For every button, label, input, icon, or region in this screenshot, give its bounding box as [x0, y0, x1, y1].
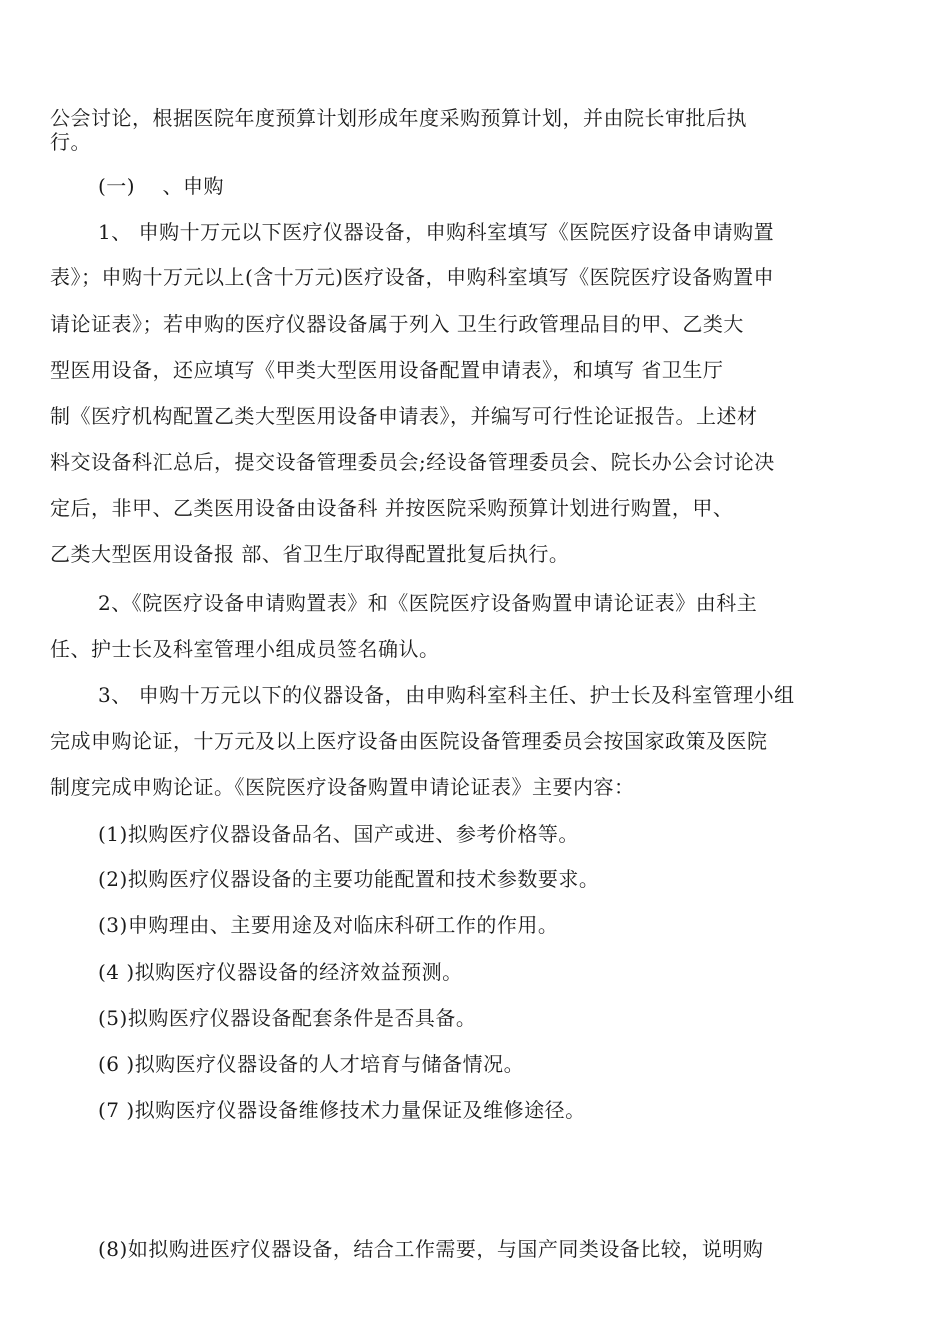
- list-item-8: (8)如拟购进医疗仪器设备，结合工作需要，与国产同类设备比较，说明购: [98, 1237, 764, 1261]
- text-line-2: 行。: [50, 130, 91, 154]
- text-line-14: 完成申购论证，十万元及以上医疗设备由医院设备管理委员会按国家政策及医院: [50, 729, 768, 753]
- text-line-7: 制《医疗机构配置乙类大型医用设备申请表》，并编写可行性论证报告。上述材: [50, 404, 758, 428]
- text-line-6: 型医用设备，还应填写《甲类大型医用设备配置申请表》，和填写 省卫生厅: [50, 358, 724, 382]
- list-item-2: (2)拟购医疗仪器设备的主要功能配置和技术参数要求。: [98, 867, 600, 891]
- text-line-13: 3、 申购十万元以下的仪器设备，由申购科室科主任、护士长及科室管理小组: [98, 683, 795, 707]
- section-heading-apply: (一) 、申购: [98, 174, 224, 198]
- list-item-6: (6 )拟购医疗仪器设备的人才培育与储备情况。: [98, 1052, 525, 1076]
- list-item-3: (3)申购理由、主要用途及对临床科研工作的作用。: [98, 913, 559, 937]
- list-item-4: (4 )拟购医疗仪器设备的经济效益预测。: [98, 960, 463, 984]
- text-line-15: 制度完成申购论证。《医院医疗设备购置申请论证表》主要内容：: [50, 775, 635, 799]
- text-line-8: 料交设备科汇总后，提交设备管理委员会;经设备管理委员会、院长办公会讨论决: [50, 450, 775, 474]
- text-line-9: 定后，非甲、乙类医用设备由设备科 并按医院采购预算计划进行购置，甲、: [50, 496, 734, 520]
- text-line-10: 乙类大型医用设备报 部、省卫生厅取得配置批复后执行。: [50, 542, 570, 566]
- list-item-1: (1)拟购医疗仪器设备品名、国产或进、参考价格等。: [98, 822, 579, 846]
- text-line-11: 2、《院医疗设备申请购置表》和《医院医疗设备购置申请论证表》由科主: [98, 591, 758, 615]
- text-line-3: 1、 申购十万元以下医疗仪器设备，申购科室填写《医院医疗设备申请购置: [98, 220, 775, 244]
- text-line-12: 任、护士长及科室管理小组成员签名确认。: [50, 637, 440, 661]
- text-line-4: 表》；申购十万元以上(含十万元)医疗设备，申购科室填写《医院医疗设备购置申: [50, 265, 775, 289]
- list-item-7: (7 )拟购医疗仪器设备维修技术力量保证及维修途径。: [98, 1098, 586, 1122]
- text-line-5: 请论证表》；若申购的医疗仪器设备属于列入 卫生行政管理品目的甲、乙类大: [50, 312, 744, 336]
- list-item-5: (5)拟购医疗仪器设备配套条件是否具备。: [98, 1006, 477, 1030]
- text-line-1: 公会讨论，根据医院年度预算计划形成年度采购预算计划，并由院长审批后执: [50, 106, 747, 130]
